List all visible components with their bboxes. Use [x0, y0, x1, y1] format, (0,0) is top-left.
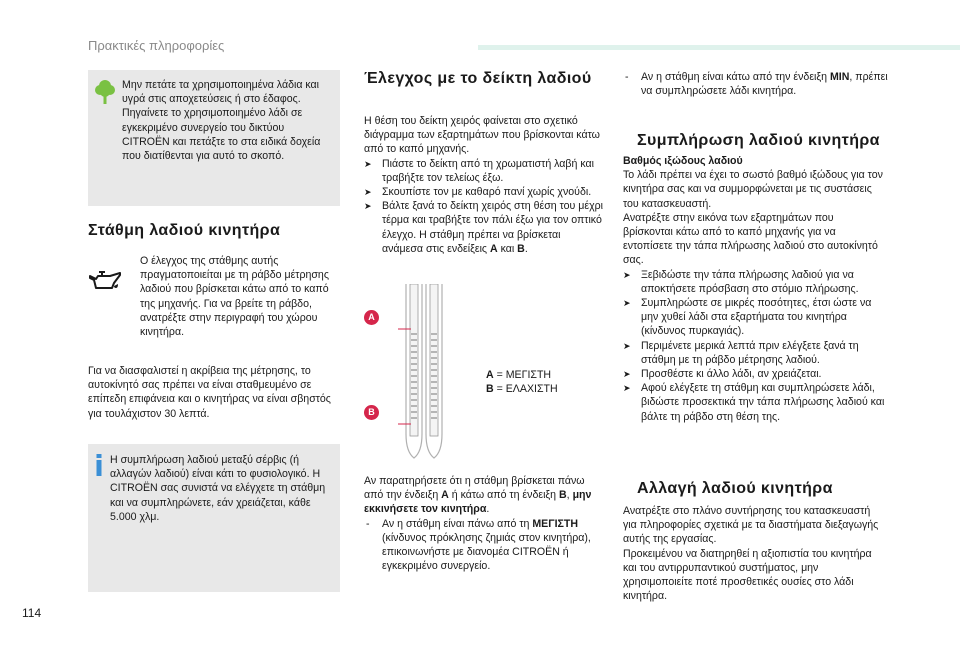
- out-of-range-4: .: [486, 503, 490, 516]
- mark-a-text: A: [489, 242, 498, 255]
- dipstick-result-text: [364, 474, 604, 573]
- dipstick-check-body: [364, 114, 604, 256]
- below-min-item: [623, 70, 893, 98]
- top-up-title: Συμπλήρωση λαδιού κινητήρα: [637, 132, 880, 149]
- dipstick-step-1: ➤ Πιάστε το δείκτη από τη χρωματιστή λαβή και τραβήξτε τον τελείως έξω.: [364, 157, 604, 185]
- eco-note-text: Μην πετάτε τα χρησιμοποιημένα λάδια και υγρά στις αποχετεύσεις ή στο έδαφος. Πηγαίνετε το χρησιμοποιημένο λάδι σε εγκεκριμένο συνεργείο του δικτύου CITROËN και πετάξτε το στα ειδικά δοχεία που διατίθενται για αυτό το σκοπό.: [122, 79, 321, 163]
- above-max-bold: ΜΕΓΙΣΤΗ: [532, 517, 579, 530]
- oil-can-icon: [88, 270, 122, 294]
- grade-title: Βαθμός ιξώδους λαδιού: [623, 155, 743, 167]
- oil-change-text-2: Προκειμένου να διατηρηθεί η αξιοπιστία του κινητήρα και του αντιρρυπαντικού συστήματος, μην χρησιμοποιείτε ποτέ προσθετικές ουσίες στο λάδι κινητήρα.: [623, 547, 872, 603]
- do-not-start-warning: μην εκκινήσετε τον κινητήρα: [364, 489, 592, 516]
- engine-oil-level-title: Στάθμη λαδιού κινητήρα: [88, 222, 281, 239]
- mark-end-text: .: [524, 242, 528, 255]
- info-icon: [95, 454, 103, 476]
- top-up-step-5: ➤ Αφού ελέγξετε τη στάθμη και συμπληρώσετε λάδι, βιδώστε προσεκτικά την τάπα πλήρωσης λαδιού και βάλτε τη ράβδο στη θέση της.: [623, 381, 885, 424]
- info-box: [88, 444, 340, 592]
- dipstick-step-3: [364, 199, 604, 256]
- legend-min-key: B: [486, 383, 494, 395]
- page-number: 114: [22, 606, 42, 620]
- dipstick-check-title: Έλεγχος με το δείκτη λαδιού: [364, 70, 592, 87]
- mark-a-badge: A: [364, 310, 379, 325]
- above-max-1: Αν η στάθμη είναι πάνω από τη: [382, 517, 533, 530]
- mark-and-text: και: [497, 242, 518, 255]
- header-bar: [478, 45, 960, 50]
- below-min-bold: MIN: [829, 71, 850, 83]
- below-min-1: Αν η στάθμη είναι κάτω από την ένδειξη: [641, 71, 830, 83]
- oil-change-text-1: Ανατρέξτε στο πλάνο συντήρησης του κατασκευαστή για πληροφορίες σχετικά με τα διαστήματα διεξαγωγής αυτής της εργασίας.: [623, 505, 879, 546]
- top-up-step-2: ➤ Συμπληρώστε σε μικρές ποσότητες, έτσι ώστε να μην χυθεί λάδι στα εξαρτήματα του κινητήρα (κίνδυνος πυρκαγιάς).: [623, 296, 885, 339]
- legend-max-text: = ΜΕΓΙΣΤΗ: [493, 369, 552, 381]
- section-header: Πρακτικές πληροφορίες: [88, 38, 225, 53]
- below-min-2: , πρέπει να συμπληρώσετε λάδι κινητήρα.: [641, 71, 888, 98]
- top-up-step-1: ➤ Ξεβιδώστε την τάπα πλήρωσης λαδιού για να αποκτήσετε πρόσβαση στο στόμιο πλήρωσης.: [623, 268, 885, 296]
- top-up-step-4: ➤ Προσθέστε κι άλλο λάδι, αν χρειάζεται.: [623, 367, 885, 381]
- above-max-2: (κίνδυνος πρόκλησης ζημιάς στον κινητήρα), επικοινωνήστε με διανομέα CITROËN ή εγκεκριμένο συνεργείο.: [382, 531, 591, 573]
- dipstick-step-3-text: Βάλτε ξανά το δείκτη χειρός στη θέση του μέχρι τέρμα και τραβήξτε τον πάλι έξω για τον οπτικό έλεγχο. Η στάθμη πρέπει να βρίσκεται ανάμεσα στις ενδείξεις: [382, 200, 604, 255]
- dipstick-diagram: [364, 284, 604, 464]
- oil-change-title: Αλλαγή λαδιού κινητήρα: [637, 480, 833, 497]
- out-of-range-3: ,: [566, 489, 573, 502]
- legend-min-text: = ΕΛΑΧΙΣΤΗ: [493, 383, 558, 395]
- below-min-text: [623, 70, 893, 98]
- top-up-step-3: ➤ Περιμένετε μερικά λεπτά πριν ελέγξετε ξανά τη στάθμη με τη ράβδο μέτρησης λαδιού.: [623, 339, 885, 367]
- refer-text: Ανατρέξτε στην εικόνα των εξαρτημάτων που βρίσκονται κάτω από το καπό μηχανής για να εντοπίσετε την τάπα πλήρωσης λαδιού στο αυτοκίνητό σας.: [623, 211, 878, 267]
- legend-min: [486, 382, 558, 396]
- out-of-range-text: [364, 474, 604, 517]
- reliability-text: Για να διασφαλιστεί η ακρίβεια της μέτρησης, το αυτοκίνητό σας πρέπει να είναι σταθμευμένο σε επίπεδη επιφάνεια και ο κινητήρας να είναι σβηστός για τουλάχιστον 30 λεπτά.: [88, 365, 331, 420]
- dipstick-intro: Η θέση του δείκτη χειρός φαίνεται στο σχετικό διάγραμμα των εξαρτημάτων που βρίσκονται κάτω από το καπό μηχανής.: [364, 115, 600, 156]
- eco-note-box: [88, 70, 340, 206]
- tree-icon: [95, 79, 115, 105]
- oil-change-body: [623, 504, 885, 603]
- legend-max-key: A: [486, 369, 494, 381]
- top-up-body: [623, 154, 885, 424]
- above-max-item: [364, 517, 604, 574]
- grade-text: Το λάδι πρέπει να έχει το σωστό βαθμό ιξώδους για τον κινητήρα σας και να συμμορφώνεται με τις συστάσεις του κατασκευαστή.: [623, 169, 883, 210]
- out-of-range-a: A: [441, 489, 449, 502]
- diagram-legend: [486, 368, 558, 396]
- out-of-range-b: B: [559, 489, 567, 502]
- dipstick-step-2: ➤ Σκουπίστε τον με καθαρό πανί χωρίς χνούδι.: [364, 185, 604, 199]
- legend-max: [486, 368, 558, 382]
- out-of-range-1: Αν παρατηρήσετε ότι η στάθμη βρίσκεται πάνω από την ένδειξη: [364, 475, 585, 502]
- engine-oil-level-intro: Ο έλεγχος της στάθμης αυτής πραγματοποιείται με τη ράβδο μέτρησης λαδιού που βρίσκεται κάτω από το καπό της μηχανής. Για να βρείτε τη ράβδο, ανατρέξτε στην περιγραφή του χώρου κινητήρα.: [140, 255, 329, 339]
- dipstick-illustration: [384, 284, 464, 464]
- out-of-range-2: ή κάτω από τη ένδειξη: [448, 489, 560, 502]
- info-text: Η συμπλήρωση λαδιού μεταξύ σέρβις (ή αλλαγών λαδιού) είναι κάτι το φυσιολογικό. Η CITROËN σας συνιστά να ελέγχετε τη στάθμη και να συμπληρώνετε, εάν χρειάζεται, κάθε 5.000 χλμ.: [110, 454, 326, 523]
- mark-b-text: B: [517, 242, 525, 255]
- mark-b-badge: B: [364, 405, 379, 420]
